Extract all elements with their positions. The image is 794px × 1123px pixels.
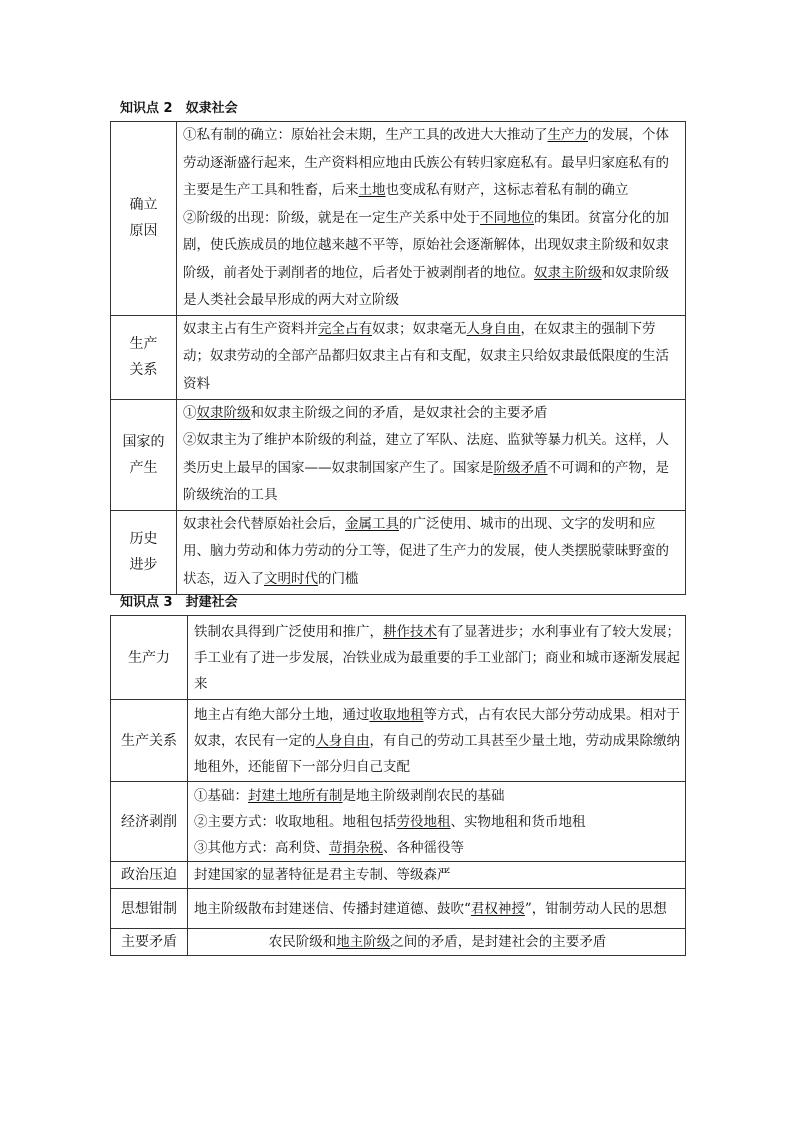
content-paragraph <box>194 862 681 888</box>
underlined-key-term: 耕作技术 <box>383 623 437 640</box>
text-segment: 的集团。贫富分化的加剧，使氏族成员的地位越来越不平等，原始社会逐渐解体，出现奴隶主阶级和奴隶阶级，前者处于剥削者的地位，后者处于被剥削者的地位。 <box>183 209 669 281</box>
content-paragraph <box>183 400 681 428</box>
underlined-key-term: 文明时代 <box>264 570 318 587</box>
underlined-key-term: 封建土地所有制 <box>248 787 343 804</box>
row-label <box>111 782 188 862</box>
row-label-line: 经济剥削 <box>121 813 177 830</box>
text-segment: 、实物地租和货币地租 <box>450 813 586 830</box>
row-content <box>188 862 686 889</box>
row-label-line: 确立 <box>129 197 158 214</box>
text-segment: ”，钳制劳动人民的思想 <box>524 900 667 917</box>
text-segment: 等方式，占有农民大部分劳动成果。相对于奴隶，农民有一定的 <box>194 706 680 749</box>
text-segment: 有了显著进步；水利事业有了较大发展；手工业有了进一步发展，冶铁业成为最重要的手工业部门；商业和城市逐渐发展起来 <box>194 623 680 692</box>
text-segment: ，有自己的劳动工具甚至少量土地，劳动成果除缴纳地租外，还能留下一部分归自己支配 <box>194 732 680 775</box>
row-label-line: 历史 <box>129 531 158 547</box>
row-label-line: 主要矛盾 <box>121 934 177 950</box>
content-paragraph <box>183 122 681 205</box>
text-segment: ②阶级的出现：阶级，就是在一定生产关系中处于 <box>183 209 480 226</box>
underlined-key-term: 金属工具 <box>345 515 399 532</box>
underlined-key-term: 劳役地租 <box>396 813 451 830</box>
table-row <box>111 399 686 510</box>
content-paragraph <box>183 511 681 594</box>
content-paragraph <box>194 809 681 835</box>
text-segment: 封建国家的显著特征是君主专制、等级森严 <box>194 867 451 883</box>
row-label <box>111 929 188 956</box>
text-segment: 的发展，个体劳动逐渐盛行起来，生产资料相应地由氏族公有转归家庭私有。最早归家庭私有的主要是生产工具和牲畜，后来 <box>183 127 669 198</box>
row-label <box>111 616 188 700</box>
underlined-key-term: 生产力 <box>547 127 588 143</box>
underlined-key-term: 完全占有 <box>318 320 372 337</box>
row-label-line: 生产关系 <box>121 732 177 749</box>
row-label-line: 生产 <box>129 336 158 352</box>
content-paragraph <box>194 619 681 697</box>
row-label-line: 国家的 <box>122 433 165 450</box>
text-segment: 是地主阶级剥削农民的基础 <box>342 787 505 804</box>
row-label-line: 产生 <box>129 459 158 476</box>
feudal-society-table <box>110 615 686 956</box>
underlined-key-term: 地主阶级 <box>336 934 391 950</box>
content-paragraph <box>194 783 681 809</box>
underlined-key-term: 土地 <box>358 182 386 198</box>
row-content <box>188 700 686 782</box>
text-segment: 也变成私有财产，这标志着私有制的确立 <box>385 182 629 198</box>
row-label <box>111 700 188 782</box>
row-content <box>188 616 686 700</box>
table-row <box>111 616 686 700</box>
text-segment: 奴隶社会代替原始社会后， <box>183 515 345 532</box>
row-content <box>188 889 686 929</box>
row-content <box>177 510 686 594</box>
row-label-line: 关系 <box>129 362 158 378</box>
row-label <box>111 122 177 316</box>
content-paragraph <box>183 316 681 399</box>
content-paragraph <box>183 427 681 510</box>
underlined-key-term: 阶级矛盾 <box>493 459 548 476</box>
row-content <box>177 399 686 510</box>
text-segment: ①私有制的确立：原始社会末期，生产工具的改进大大推动了 <box>183 127 548 143</box>
text-segment: ③其他方式：高利贷、 <box>194 839 329 856</box>
text-segment: 奴隶；奴隶毫无 <box>372 320 467 337</box>
underlined-key-term: 人身自由 <box>466 320 521 337</box>
section-heading-feudal-society: 知识点 3 封建社会 <box>120 595 238 610</box>
text-segment: ②主要方式：收取地租。地租包括 <box>194 813 397 830</box>
row-content <box>188 929 686 956</box>
row-label <box>111 889 188 929</box>
row-content <box>177 315 686 399</box>
text-segment: ① <box>183 404 197 421</box>
row-label-line: 原因 <box>129 223 158 240</box>
underlined-key-term: 君权神授 <box>470 900 525 917</box>
text-segment: 不可调和的产物，是阶级统治的工具 <box>183 459 669 503</box>
underlined-key-term: 奴隶阶级 <box>196 404 251 421</box>
content-paragraph <box>194 896 681 922</box>
table-row <box>111 315 686 399</box>
text-segment: 的广泛使用、城市的出现、文字的发明和应用、脑力劳动和体力劳动的分工等，促进了生产力的发展，使人类摆脱蒙昧野蛮的状态，迈入了 <box>183 515 669 587</box>
row-label <box>111 510 177 594</box>
text-segment: ①基础： <box>194 787 248 804</box>
content-paragraph <box>194 702 681 780</box>
row-label-line: 进步 <box>129 557 158 573</box>
underlined-key-term: 苛捐杂税 <box>329 839 383 856</box>
text-segment: 之间的矛盾，是封建社会的主要矛盾 <box>390 934 607 950</box>
text-segment: 、各种徭役等 <box>383 839 464 856</box>
text-segment: ，在奴隶主的强制下劳动；奴隶劳动的全部产品都归奴隶主占有和支配，奴隶主只给奴隶最低限度的生活资料 <box>183 320 669 392</box>
slave-society-table <box>110 121 686 595</box>
row-label <box>111 862 188 889</box>
text-segment: 农民阶级和 <box>268 934 337 950</box>
table-row <box>111 929 686 956</box>
text-segment: 地主占有绝大部分土地，通过 <box>194 706 370 723</box>
table-row <box>111 122 686 316</box>
content-paragraph <box>183 205 681 315</box>
underlined-key-term: 人身自由 <box>315 732 370 749</box>
row-label <box>111 315 177 399</box>
content-paragraph <box>194 929 681 955</box>
text-segment: 和奴隶主阶级之间的矛盾，是奴隶社会的主要矛盾 <box>250 404 548 421</box>
section-heading-slave-society: 知识点 2 奴隶社会 <box>120 101 238 116</box>
row-content <box>188 782 686 862</box>
row-label <box>111 399 177 510</box>
table-row <box>111 862 686 889</box>
underlined-key-term: 奴隶主阶级 <box>534 264 602 281</box>
table-row <box>111 782 686 862</box>
content-paragraph <box>194 835 681 861</box>
row-content <box>177 122 686 316</box>
underlined-key-term: 收取地租 <box>369 706 424 723</box>
row-label-line: 政治压迫 <box>121 867 177 883</box>
table-row <box>111 700 686 782</box>
table-row <box>111 510 686 594</box>
text-segment: 铁制农具得到广泛使用和推广， <box>194 623 383 640</box>
row-label-line: 生产力 <box>128 649 170 666</box>
text-segment: 奴隶主占有生产资料并 <box>183 320 318 337</box>
table-row <box>111 889 686 929</box>
underlined-key-term: 不同地位 <box>480 209 534 226</box>
text-segment: 地主阶级散布封建迷信、传播封建道德、鼓吹“ <box>194 900 471 917</box>
text-segment: ②奴隶主为了维护本阶级的利益，建立了军队、法庭、监狱等暴力机关。这样，人类历史上最早的国家——奴隶制国家产生了。国家是 <box>183 432 669 476</box>
text-segment: 的门槛 <box>318 570 359 587</box>
text-segment: 和奴隶阶级是人类社会最早形成的两大对立阶级 <box>183 264 669 308</box>
row-label-line: 思想钳制 <box>121 900 177 917</box>
